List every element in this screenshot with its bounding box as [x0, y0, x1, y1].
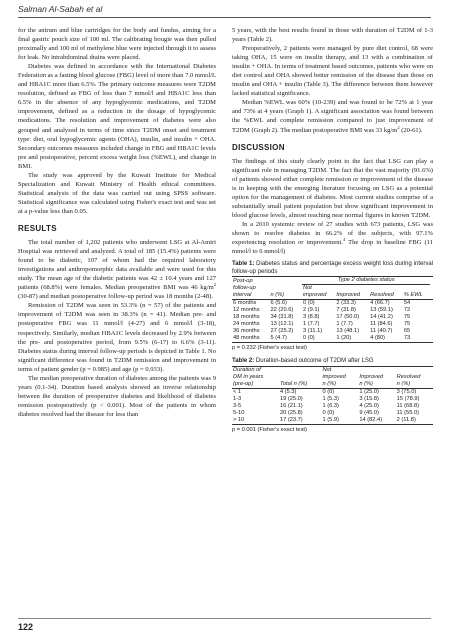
- table-cell: 73: [403, 335, 411, 342]
- table-cell: 27 (25.2): [270, 328, 294, 335]
- table-cell: 19 (25.0): [279, 395, 303, 402]
- paragraph: Remission of T2DM was seen in 53.3% (n = 57) of the patients and improvement of T2DM was seen in 38.3% (n = 41). Median pre- and postoperative FBG was 11 mmol/l (4-27) and 6 mmol/l (3-18), respectively. Similarly, median HBA1C levels decreased by 2.9% between the pre- and postoperative period, from 9.5% (6-17) to 6.6% (3-11). Diabetes status during interval follow-up periods is depicted in Table 1. No significant difference was found in T2DM remission and improvement in terms of patient gender (p = 0.985) and age (p = 0.933).: [18, 302, 216, 373]
- table-cell: 4 (5.3): [279, 388, 297, 395]
- section-heading-discussion: DISCUSSION: [232, 142, 285, 152]
- table-row: [232, 321, 433, 328]
- table-row: [232, 314, 433, 321]
- table-cell: 0 (0): [302, 300, 315, 307]
- table-cell: 7 (31.8): [336, 307, 356, 314]
- table-cell: 11 (84.6): [370, 321, 393, 328]
- table-cell: < 1: [233, 388, 242, 395]
- paragraph: 5 years, with the best results found in those with duration of T2DM of 1-3 years (Table 2).: [232, 27, 433, 44]
- table-cell: 1 (20): [336, 335, 352, 342]
- table2-caption: Table 2: Duration-based outcome of T2DM after LSG: [232, 358, 374, 365]
- table-cell: 2 (11.8): [396, 416, 416, 423]
- table-cell: 1 (5.3): [322, 395, 339, 402]
- section-heading-results: RESULTS: [18, 223, 57, 233]
- paragraph: The total number of 1,202 patients who underwent LSG at Al-Amiri Hospital was retrieved and analyzed. A total of 185 (15.4%) patients were found to be diabetic, 107 of whom had the required laboratory investigations and anthropomorphic data available and were used for this study. The mean age of the diabetic patients was 42 ± 10.4 years and 127 patients (68.8%) were females. Median preoperative BMI was 46 $kg/m^2$ (30-87) and median postoperative follow-up period was 18 months (2-48).: [18, 239, 216, 301]
- table-row: [232, 410, 433, 417]
- paragraph: The median preoperative duration of diabetes among the patients was 9 years (0.1-34). Duration based analysis showed an inverse relationship between the duration of preoperative diabetes and likelihood of diabetes remission postoperatively (p < 0.001). Most of the patients in whom diabetes resolved had the disease for less than: [18, 374, 216, 418]
- paragraph: Diabetes was defined in accordance with the International Diabetes Federation as a fasting blood glucose (FBG) level of more than 7.0 mmol/L and HBA1C more than 6.5%. The primary outcome measures were T2DM resolution, defined as FBG of less than 7 mmol/l and HBA1C less than 6.5% in the absence of any hypoglycemic medications, and T2DM improvement, defined as a reduction in the dosage of hypoglycemic medications. The resolution and improvement of diabetes were also grouped and analyzed in terms of time since T2DM onset and treatment type: diet, oral hypoglycemic agents (OHA), insulin, and insulin + OHA. Secondary outcomes measures included change in FBG and HBA1C levels pre and postoperative, percent excess weight loss (%EWL), and change in BMI.: [18, 63, 217, 170]
- table-cell: > 10: [233, 416, 245, 423]
- table1-caption: Table 1: Diabetes status and percentage excess weight loss during interval follow-up periods: [232, 261, 433, 275]
- table-cell: 20 (25.8): [279, 409, 303, 416]
- table-row: [232, 335, 433, 343]
- table-row: [232, 307, 433, 314]
- paragraph: for the antrum and blue cartridges for the body and fundus, aiming for a final gastric pouch size of 100 ml. The calibrating bougie was then pulled proximally and 100 ml of methylene blue were injected through it to assess for leak. No intrabdominal drains were placed.: [18, 27, 216, 62]
- table-cell: 11 (40.7): [370, 328, 393, 335]
- left-column: [18, 26, 216, 419]
- table-cell: 11 (55.0): [396, 409, 419, 416]
- table-cell: 75: [403, 314, 411, 321]
- table-row: [232, 403, 433, 410]
- table1: Post-op Type 2 diabetes status follow-up Not interval n (%) improved Improved Resolved % EWL 6 months 6 (5.6) 0 (0) 2 (33.3) 4 (66.7) 54 12 months 22 (20.6) 2 (9.1) 7 (31.8) 13 (59.1) 72 18 months 34 (31.8) 3 (8.8) 17 (50.0) 14 (41.2) 75 24 months 13 (12.1) 1 (7.7) 1 (7.7) 11 (84.6) 75 36 months 27 (25.2) 3 (11.1) 13 (48.1) 11 (40.7) 65 48 months 5 (4.7) 0 (0) 1 (20) 4 (80) 73: [232, 276, 433, 343]
- table-cell: 1 (25.0): [359, 388, 379, 395]
- table-row: [232, 417, 433, 425]
- table-cell: 4 (80): [370, 335, 385, 342]
- table-cell: 65: [403, 328, 411, 335]
- table-cell: 5 (4.7): [270, 335, 287, 342]
- table-cell: 12 months: [233, 307, 260, 314]
- table-cell: 1 (6.3): [322, 402, 339, 409]
- table-cell: 6 (5.6): [270, 300, 287, 307]
- page-number: 122: [18, 622, 34, 632]
- table-cell: 0 (0): [322, 388, 335, 395]
- table-cell: 4 (25.0): [359, 402, 379, 409]
- table2-note: p = 0.001 (Fisher's exact test): [232, 426, 307, 433]
- table-cell: 3 (75.0): [396, 388, 417, 395]
- table-cell: 1 (5.9): [322, 416, 339, 423]
- table-cell: 72: [403, 307, 411, 314]
- table1-body: [232, 300, 433, 343]
- table-cell: 2 (9.1): [302, 307, 320, 314]
- table-cell: 14 (82.4): [359, 416, 383, 423]
- table-row: [232, 396, 433, 403]
- table-cell: 75: [403, 321, 411, 328]
- table2: Duration of Not DM in years improved Improved Resolved (pre-op) Total n (%) n (%) n (%) n (%) < 1 4 (5.3) 0 (0) 1 (25.0) 3 (75.0) 1-3 19 (25.0) 1 (5.3) 3 (15.8) 15 (78.9) 3-5 16 (21.1) 1 (6.3) 4 (25.0) 11 (68.8) 5-10 20 (25.8) 0 (0) 9 (45.0) 11 (55.0) > 10 17 (23.7) 1 (5.9) 14 (82.4) 2 (11.8): [232, 366, 433, 425]
- table-cell: 3 (11.1): [302, 328, 323, 335]
- table-cell: 1 (7.7): [302, 321, 320, 328]
- footer-rule: [18, 618, 431, 619]
- table-cell: 48 months: [233, 335, 260, 342]
- table-cell: 4 (66.7): [370, 300, 390, 307]
- table-cell: 17 (23.7): [279, 416, 303, 423]
- table-cell: 13 (59.1): [370, 307, 393, 314]
- table-cell: 14 (41.2): [370, 314, 393, 321]
- paragraph: Preoperatively, 2 patients were managed by pure diet control, 68 were taking OHA, 15 were on insulin therapy, and 13 with a combination of insulin + OHA. In terms of treatment based outcomes, patients who were on diet control and OHA showed better remission of the disease than those on insulin and OHA + insulin (Table 3). The difference between them however lacked statistical significance.: [232, 45, 433, 98]
- table-cell: 3 (8.8): [302, 314, 320, 321]
- paragraph: In a 2010 systemic review of 27 studies with 673 patients, LSG was shown to resolve diabetes in 66.2% of the subjects, with 97.1% experiencing resolution or improvement.$^4$ The drop in baseline FBG (11 mmol/l to 6 mmol/l): [232, 220, 433, 256]
- table-cell: 13 (48.1): [336, 328, 360, 335]
- table-cell: 9 (45.0): [359, 409, 379, 416]
- paragraph: The study was approved by the Kuwait Institute for Medical Specialization and Kuwait Ministry of Health ethical committees. Statistical analysis of the data was carried out using SPSS software. Statistical significance was calculated using Fisher's exact test and was set at a p-value less than 0.05.: [18, 171, 216, 215]
- table-row: [232, 328, 433, 335]
- table-cell: 5-10: [233, 409, 245, 416]
- table-cell: 54: [403, 300, 411, 307]
- table-cell: 15 (78.9): [396, 395, 420, 402]
- table1-note: p = 0.232 (Fisher's exact test): [232, 345, 307, 352]
- header-rule: [18, 17, 431, 18]
- right-column: [232, 26, 433, 435]
- table-cell: 3-5: [233, 402, 242, 409]
- table-cell: 34 (31.8): [270, 314, 294, 321]
- table-cell: 36 months: [233, 328, 260, 335]
- table-cell: 17 (50.0): [336, 314, 360, 321]
- table-cell: 18 months: [233, 314, 260, 321]
- running-head: Salman Al-Sabah et al: [18, 4, 103, 14]
- table-cell: 6 months: [233, 300, 257, 307]
- table-cell: 0 (0): [302, 335, 315, 342]
- paragraph: Median %EWL was 60% (10-239) and was found to be 72% at 1 year and 73% at 4 years (Graph 1). A significant association was found between the %EWL and complete remission compared to just improvement of T2DM (Graph 2). The median postoperative BMI was 33 $kg/m^2$ (20-61).: [232, 99, 433, 134]
- table-row: [232, 388, 433, 396]
- table-cell: 1 (7.7): [336, 321, 353, 328]
- table-cell: 24 months: [233, 321, 260, 328]
- table2-body: [232, 388, 433, 424]
- table-cell: 1-3: [233, 395, 242, 402]
- table-cell: 16 (21.1): [279, 402, 303, 409]
- table-row: [232, 300, 433, 308]
- paragraph: The findings of this study clearly point to the fact that LSG can play a significant role in managing T2DM. The fact that the vast majority (91.6%) of patients showed either complete remission or improvement of the disease is in keeping with the emerging literature focusing on LSG as a potential option for the management of diabetes. Most current studies comprise of a substantially small patient population but show significant improvement in blood glucose levels, almost reaching near normal figures in known T2DM.: [232, 157, 433, 219]
- table-cell: 3 (15.8): [359, 395, 379, 402]
- table-cell: 11 (68.8): [396, 402, 419, 409]
- table-cell: 0 (0): [322, 409, 335, 416]
- table-cell: 13 (12.1): [270, 321, 294, 328]
- table-cell: 2 (33.3): [336, 300, 356, 307]
- table-cell: 22 (20.6): [270, 307, 294, 314]
